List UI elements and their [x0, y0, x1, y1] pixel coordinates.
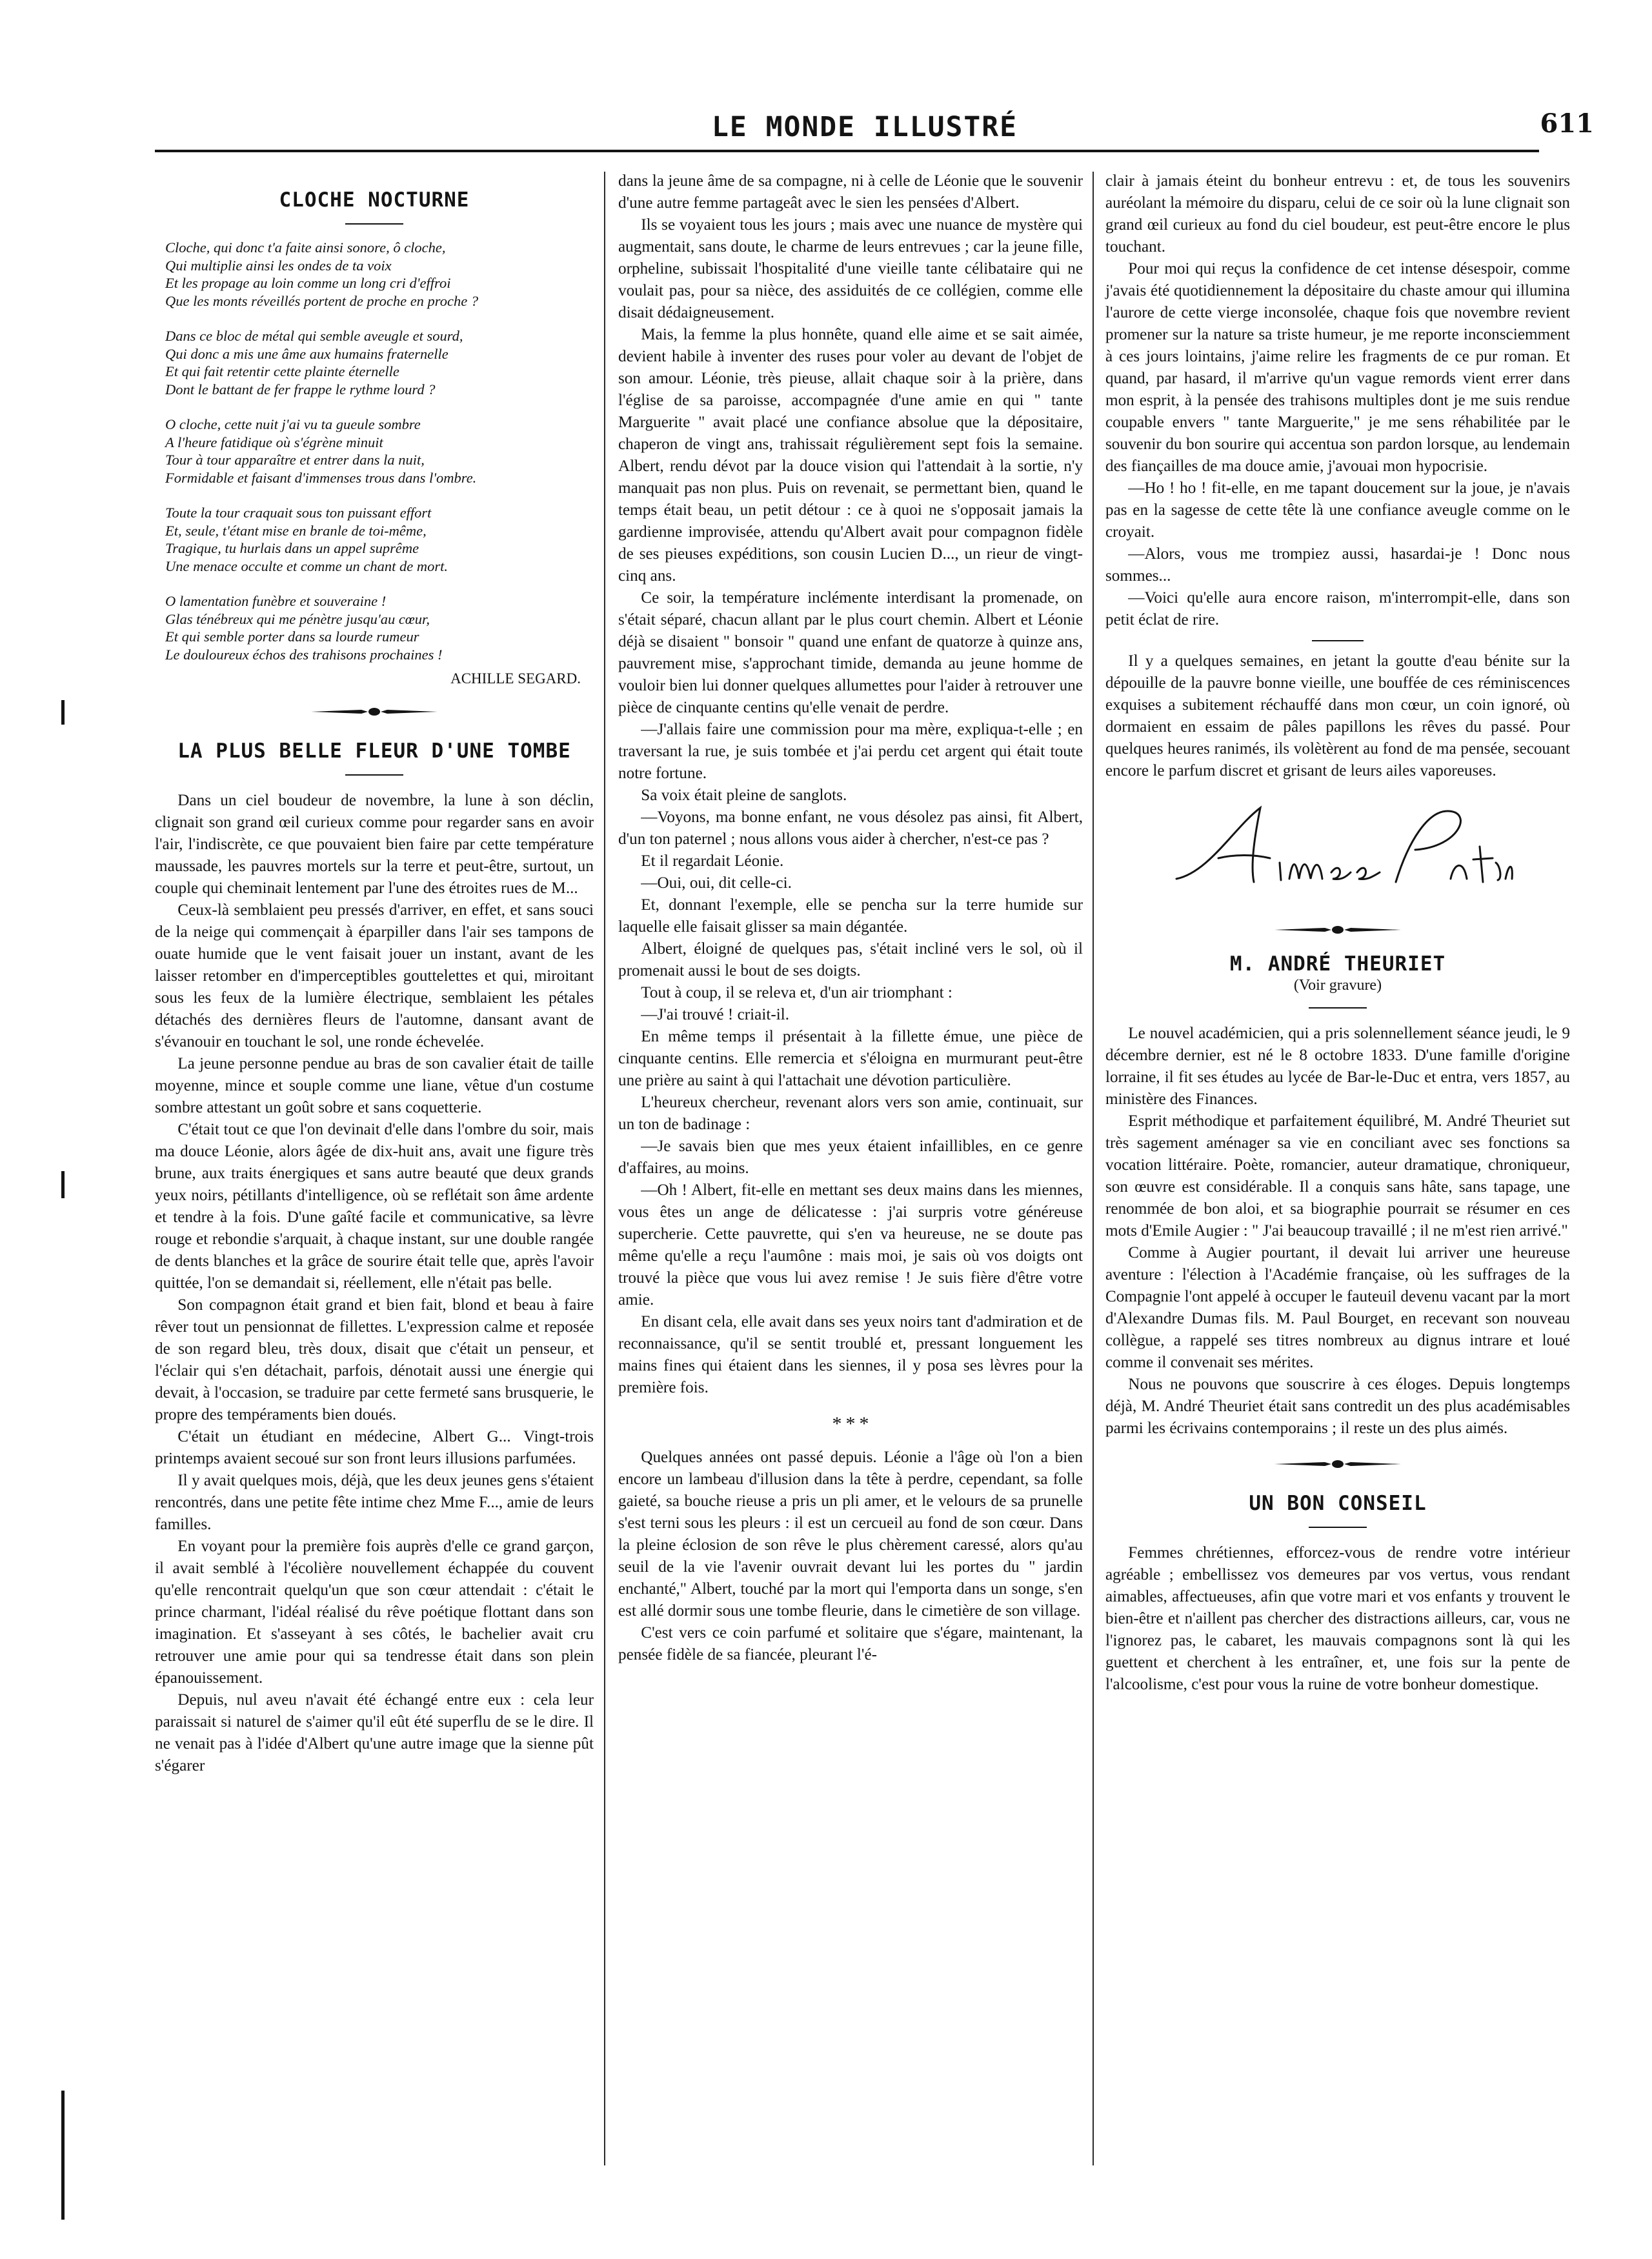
- story-column-3: [1105, 170, 1570, 631]
- title-rule: [345, 774, 403, 776]
- theuriet-title: M. ANDRÉ THEURIET: [1229, 952, 1446, 976]
- paragraph: Le nouvel académicien, qui a pris solennellement séance jeudi, le 9 décembre dernier, est né le 8 octobre 1833. D'une famille d'origine lorraine, il fit ses études au lycée de Bar-le-Duc et entra, vers 1857, au ministère des Finances.: [1105, 1025, 1570, 1108]
- signature-icon: [1157, 782, 1518, 911]
- poem-line: Dont le battant de fer frappe le rythme lourd ?: [165, 381, 436, 397]
- story-column-2-continued: [618, 1447, 1083, 1666]
- poem-line: Formidable et faisant d'immenses trous dans l'ombre.: [165, 469, 477, 486]
- poem-stanza: [155, 416, 594, 487]
- poem-line: Dans ce bloc de métal qui semble aveugle et sourd,: [165, 328, 463, 344]
- poem-line: Qui donc a mis une âme aux humains fraternelle: [165, 345, 448, 362]
- paragraph: Sa voix était pleine de sanglots.: [641, 787, 847, 804]
- paragraph: L'heureux chercheur, revenant alors vers son amie, continuait, sur un ton de badinage :: [618, 1094, 1083, 1133]
- paragraph: dans la jeune âme de sa compagne, ni à celle de Léonie que le souvenir d'une autre femme partageât avec le sien les pensées d'Albert.: [618, 172, 1083, 212]
- poem-line: Et les propage au loin comme un long cri d'effroi: [165, 275, 451, 291]
- paragraph: C'était un étudiant en médecine, Albert G... Vingt-trois printemps avaient secoué sur son front leurs illusions parfumées.: [155, 1428, 594, 1467]
- paragraph: Esprit méthodique et parfaitement équilibré, M. André Theuriet sut très sagement aménager sa vie en conciliant avec ses fonctions sa vocation littéraire. Poète, romancier, auteur dramatique, chroniqueur, son œuvre est considérable. Il a conquis sans hâte, sans tapage, une renommée de bon aloi, et sa biographie pourrait se résumer en ces mots d'Emile Augier : " J'ai beaucoup travaillé ; il ne m'est rien arrivé.": [1105, 1112, 1570, 1240]
- paragraph: C'est vers ce coin parfumé et solitaire que s'égare, maintenant, la pensée fidèle de sa fiancée, pleurant l'é-: [618, 1624, 1083, 1663]
- story-column-2: [618, 170, 1083, 1399]
- margin-mark: [61, 1171, 65, 1198]
- paragraph: Et, donnant l'exemple, elle se pencha sur la terre humide sur laquelle elle faisait glisser sa main dégantée.: [618, 896, 1083, 936]
- poem: [155, 239, 594, 663]
- ornament-divider-icon: [1273, 1459, 1402, 1469]
- story-column-3-continued: [1105, 650, 1570, 782]
- story-column-1: [155, 790, 594, 1777]
- running-title: LE MONDE ILLUSTRÉ: [711, 111, 1018, 143]
- margin-mark: [61, 700, 65, 725]
- ornament-divider-icon: [1273, 925, 1402, 935]
- paragraph: —Voyons, ma bonne enfant, ne vous désolez pas ainsi, fit Albert, d'un ton paternel ; nous allons vous aider à chercher, n'est-ce pas ?: [618, 808, 1083, 848]
- poem-line: Une menace occulte et comme un chant de mort.: [165, 557, 448, 574]
- paragraph: Ceux-là semblaient peu pressés d'arriver, en effet, et sans souci de la neige qui commençait à éparpiller dans l'air ses tampons de ouate humide que le vent faisait jouer un instant, avant de les laisser retomber en d'imperceptibles gouttelettes et qui, miroitant sous les feux de la lumière électrique, semblaient les pétales détachés des dernières fleurs de l'automne, dansant avant de s'évanouir en touchant le sol, une ronde échevelée.: [155, 901, 594, 1050]
- paragraph: Il y avait quelques mois, déjà, que les deux jeunes gens s'étaient rencontrés, dans une petite fête intime chez Mme F..., amie de leurs familles.: [155, 1472, 594, 1533]
- paragraph: Son compagnon était grand et bien fait, blond et beau à faire rêver tout un pensionnat de fillettes. L'expression calme et reposée de son regard bleu, très doux, disait que c'était un penseur, et l'éclair qui s'en détachait, parfois, dénotait aussi une énergie qui devait, à l'occasion, se traduire par cette fermeté sans brusquerie, le propre des tempéraments bien doués.: [155, 1296, 594, 1423]
- poem-stanza: [155, 504, 594, 575]
- paragraph: —Je savais bien que mes yeux étaient infaillibles, en ce genre d'affaires, au moins.: [618, 1138, 1083, 1177]
- poem-title: CLOCHE NOCTURNE: [279, 188, 470, 212]
- poem-line: Toute la tour craquait sous ton puissant effort: [165, 505, 432, 521]
- conseil-title: UN BON CONSEIL: [1249, 1492, 1427, 1515]
- paragraph: —J'ai trouvé ! criait-il.: [641, 1006, 790, 1023]
- poem-stanza: [155, 327, 594, 398]
- paragraph: —Ho ! ho ! fit-elle, en me tapant doucement sur la joue, je n'avais pas en la sagesse de cette tête là une confiance aveugle comme on le croyait.: [1105, 479, 1570, 541]
- paragraph: Quelques années ont passé depuis. Léonie a l'âge où l'on a bien encore un lambeau d'illusion dans la tête à perdre, cependant, sa folle gaieté, sa bouche rieuse a pris un pli amer, et le velours de sa prunelle s'est terni sous les pleurs : il est un cercueil au fond de son cœur. Dans la pleine éclosion de son rêve le plus chèrement caressé, alors qu'au seuil de la vie l'avenir ouvrait devant lui les portes du " jardin enchanté," Albert, touché par la mort qui l'emporta dans un songe, s'en est allé dormir sous une tombe fleurie, dans le cimetière de son village.: [618, 1449, 1083, 1620]
- poem-line: Que les monts réveillés portent de proche en proche ?: [165, 292, 479, 309]
- title-rule: [1309, 1007, 1367, 1009]
- separator-rule: [1312, 640, 1364, 641]
- paragraph: Nous ne pouvons que souscrire à ces éloges. Depuis longtemps déjà, M. André Theuriet était sans contredit un des plus académisables parmi les écrivains contemporains ; il reste un des plus aimés.: [1105, 1376, 1570, 1437]
- paragraph: En voyant pour la première fois auprès d'elle ce grand garçon, il avait semblé à l'écolière nouvellement échappée du couvent qu'elle rencontrait quelqu'un que son cœur attendait : c'était le prince charmant, l'idéal réalisé du rêve poétique flottant dans son imagination. Et s'asseyant à ses côtés, le bachelier avait cru retrouver une amie pour qui sa tendresse était dans son plein épanouissement.: [155, 1538, 594, 1687]
- paragraph: Comme à Augier pourtant, il devait lui arriver une heureuse aventure : l'élection à l'Académie française, où les suffrages de la Compagnie l'ont appelé à occuper le fauteuil devenu vacant par la mort d'Alexandre Dumas fils. M. Paul Bourget, en recevant son nouveau collègue, a rappelé ses titres nombreux au dignus intrare et loué comme il convenait ses mérites.: [1105, 1244, 1570, 1371]
- paragraph: En disant cela, elle avait dans ses yeux noirs tant d'admiration et de reconnaissance, qu'il se sentit troublé et, pressant longuement les mains fines qui étaient dans les siennes, il y posa ses lèvres pour la première fois.: [618, 1313, 1083, 1396]
- paragraph: —Oui, oui, dit celle-ci.: [641, 874, 792, 892]
- poem-line: Et qui semble porter dans sa lourde rumeur: [165, 628, 419, 645]
- title-rule: [1309, 1527, 1367, 1528]
- paragraph: Albert, éloigné de quelques pas, s'était incliné vers le sol, où il promenait aussi le bout de ses doigts.: [618, 940, 1083, 979]
- paragraph: clair à jamais éteint du bonheur entrevu : et, de tous les souvenirs auréolant la mémoire du disparu, celui de ce soir où la lune clignait son grand œil curieux au fond du ciel boudeur, est peut-être encore le plus touchant.: [1105, 172, 1570, 256]
- title-rule: [345, 223, 403, 225]
- poem-line: Cloche, qui donc t'a faite ainsi sonore, ô cloche,: [165, 239, 446, 256]
- margin-mark: [61, 2091, 65, 2220]
- column-divider-1: [604, 172, 605, 2165]
- section-ornament: [1105, 925, 1570, 938]
- column-1: [155, 170, 594, 1777]
- paragraph: —Oh ! Albert, fit-elle en mettant ses deux mains dans les miennes, vous êtes un ange de délicatesse : j'ai surpris votre généreuse supercherie. Cette pauvrette, qui s'en va heureuse, ne se doute pas même qu'elle a reçu l'aumône : mais moi, je sais où vos doigts ont trouvé la pièce que vous lui avez remise ! Je suis fière d'être votre amie.: [618, 1181, 1083, 1309]
- paragraph: Ils se voyaient tous les jours ; mais avec une nuance de mystère qui augmentait, sans doute, le charme de leurs entrevues ; car la jeune fille, orpheline, subissait l'hospitalité d'une vieille tante célibataire qui ne voulait pas, pour sa nièce, des assiduités de ce collégien, comme elle disait dédaigneusement.: [618, 216, 1083, 321]
- ornament-divider-icon: [310, 707, 439, 717]
- poem-line: Glas ténébreux qui me pénètre jusqu'au cœur,: [165, 610, 430, 627]
- paragraph: C'était tout ce que l'on devinait d'elle dans l'ombre du soir, mais ma douce Léonie, alors âgée de dix-huit ans, avait une figure très brune, aux traits énergiques et sans autre beauté que deux grands yeux noirs, pétillants d'intelligence, où se reflétait son âme ardente et tendre à la fois. D'une gaîté facile et communicative, sa lèvre rouge et rebondie s'arquait, à chaque instant, sur une double rangée de dents blanches et la grâce de sourire était telle que, après l'avoir quittée, l'on se demandait si, réellement, elle n'était pas belle.: [155, 1121, 594, 1292]
- theuriet-article: [1105, 1023, 1570, 1440]
- column-3: [1105, 170, 1570, 1696]
- paragraph: Femmes chrétiennes, efforcez-vous de rendre votre intérieur agréable ; embellissez vos demeures par vos vertus, vous rendant aimables, affectueuses, afin que votre mari et vos enfants y trouvent le bien-être et n'aillent pas chercher des distractions ailleurs, car, vous ne l'ignorez pas, le cabaret, les mauvais compagnons sont là qui les guettent et cherchent à les entraîner, et, une fois sur la pente de l'alcoolisme, c'est pour vous la ruine de votre bonheur domestique.: [1105, 1544, 1570, 1693]
- paragraph: Ce soir, la température inclémente interdisant la promenade, on s'était séparé, chacun allant par le plus court chemin. Albert et Léonie déjà se disaient " bonsoir " quand une enfant de quatorze à quinze ans, pauvrement mise, s'approchant timide, demanda au jeune homme de vouloir bien lui donner quelques allumettes pour l'aider à retrouver une pièce de cinquante centins qu'elle venait de perdre.: [618, 589, 1083, 716]
- paragraph: Depuis, nul aveu n'avait été échangé entre eux : cela leur paraissait si naturel de s'aimer qu'il eût été superflu de se le dire. Il ne venait pas à l'idée d'Albert qu'une autre image que la sienne pût s'égarer: [155, 1691, 594, 1774]
- poem-line: Et qui fait retentir cette plainte éternelle: [165, 363, 399, 379]
- poem-line: O cloche, cette nuit j'ai vu ta gueule sombre: [165, 416, 421, 432]
- paragraph: —J'allais faire une commission pour ma mère, expliqua-t-elle ; en traversant la rue, je suis tombée et j'ai perdu cet argent qui était toute notre fortune.: [618, 721, 1083, 782]
- column-2: [618, 170, 1083, 1666]
- poem-stanza: [155, 592, 594, 663]
- asterism: * * *: [832, 1413, 869, 1434]
- paragraph: Mais, la femme la plus honnête, quand elle aime et se sait aimée, devient habile à inventer des ruses pour voler au devant de l'objet de son amour. Léonie, très pieuse, allait chaque soir à la prière, dans l'église de sa paroisse, accompagnée d'une amie en qui " tante Marguerite " avait placé une confiance absolue que la dépositaire, chaperon de vingt ans, trahissait régulièrement sept fois la semaine. Albert, rendu dévot par la douce vision qui l'attendait à la sortie, n'y manquait pas non plus. Puis on revenait, se permettant bien, quand le temps était beau, un petit détour : ce à quoi ne s'opposait jamais la gardienne improvisée, attendu qu'Albert avait pour compagnon fidèle de ses pieuses expéditions, son cousin Lucien D..., un rieur de vingt-cinq ans.: [618, 326, 1083, 585]
- theuriet-subtitle: (Voir gravure): [1293, 977, 1382, 994]
- paragraph: La jeune personne pendue au bras de son cavalier était de taille moyenne, mince et souple comme une liane, vêtue d'un costume sombre attestant un goût sobre et sans coquetterie.: [155, 1055, 594, 1116]
- poem-line: A l'heure fatidique où s'égrène minuit: [165, 434, 383, 450]
- page-number: 611: [1540, 108, 1594, 139]
- story-title: LA PLUS BELLE FLEUR D'UNE TOMBE: [177, 739, 571, 763]
- header-rule: [155, 150, 1539, 152]
- poem-line: Et, seule, t'étant mise en branle de toi-même,: [165, 522, 427, 539]
- paragraph: En même temps il présentait à la fillette émue, une pièce de cinquante centins. Elle remercia et s'éloigna en murmurant peut-être une prière au saint à qui l'attachait une dévotion particulière.: [618, 1028, 1083, 1089]
- poem-line: O lamentation funèbre et souveraine !: [165, 593, 387, 609]
- poem-line: Le douloureux échos des trahisons prochaines !: [165, 646, 443, 663]
- paragraph: —Voici qu'elle aura encore raison, m'interrompit-elle, dans son petit éclat de rire.: [1105, 589, 1570, 628]
- paragraph: —Alors, vous me trompiez aussi, hasardai-je ! Donc nous sommes...: [1105, 545, 1570, 585]
- poem-line: Qui multiplie ainsi les ondes de ta voix: [165, 257, 392, 274]
- conseil-article: [1105, 1542, 1570, 1696]
- paragraph: Et il regardait Léonie.: [641, 852, 784, 870]
- paragraph: Il y a quelques semaines, en jetant la goutte d'eau bénite sur la dépouille de la pauvre bonne vieille, une bouffée de ces réminiscences exquises a subitement réchauffé dans mon cœur, un coin ignoré, où dormaient en essaim de pâles papillons les rêves du passé. Pour quelques heures ranimés, ils volètèrent au fond de ma pensée, secouant encore le parfum discret et grisant de leurs ailes vaporeuses.: [1105, 652, 1570, 779]
- handwritten-signature: [1105, 782, 1570, 921]
- paragraph: Tout à coup, il se releva et, d'un air triomphant :: [641, 984, 952, 1001]
- poem-line: Tour à tour apparaître et entrer dans la nuit,: [165, 452, 425, 468]
- paragraph: Dans un ciel boudeur de novembre, la lune à son déclin, clignait son grand œil curieux comme pour regarder sans en avoir l'air, l'indiscrète, ce que pouvaient bien faire par cette température maussade, les pauvres mortels sur la terre et peut-être, surtout, un couple qui cheminait lentement par l'une des étroites rues de M...: [155, 792, 594, 897]
- section-ornament: [1105, 1459, 1570, 1472]
- paragraph: Pour moi qui reçus la confidence de cet intense désespoir, comme j'avais été quotidiennement la dépositaire du chaste amour qui illumina l'aurore de cette vierge inconsolée, chaque fois que novembre revient promener sur la nature sa triste humeur, je me reporte inconsciemment à ces jours lointains, j'aime relire les fragments de ce pur roman. Et quand, par hasard, il m'arrive qu'un vague remords vient errer dans mon esprit, à la pensée des trahisons multiples dont je me suis rendue coupable envers " tante Marguerite," je me sens réhabilitée par le souvenir du bon sourire qui accentua son pardon lorsque, au lendemain des fiançailles de ma douce amie, j'avouai mon hypocrisie.: [1105, 260, 1570, 475]
- section-ornament: [155, 707, 594, 720]
- poem-stanza: [155, 239, 594, 310]
- poem-author: ACHILLE SEGARD.: [450, 670, 581, 687]
- column-divider-2: [1093, 172, 1094, 2165]
- poem-line: Tragique, tu hurlais dans un appel suprême: [165, 540, 419, 556]
